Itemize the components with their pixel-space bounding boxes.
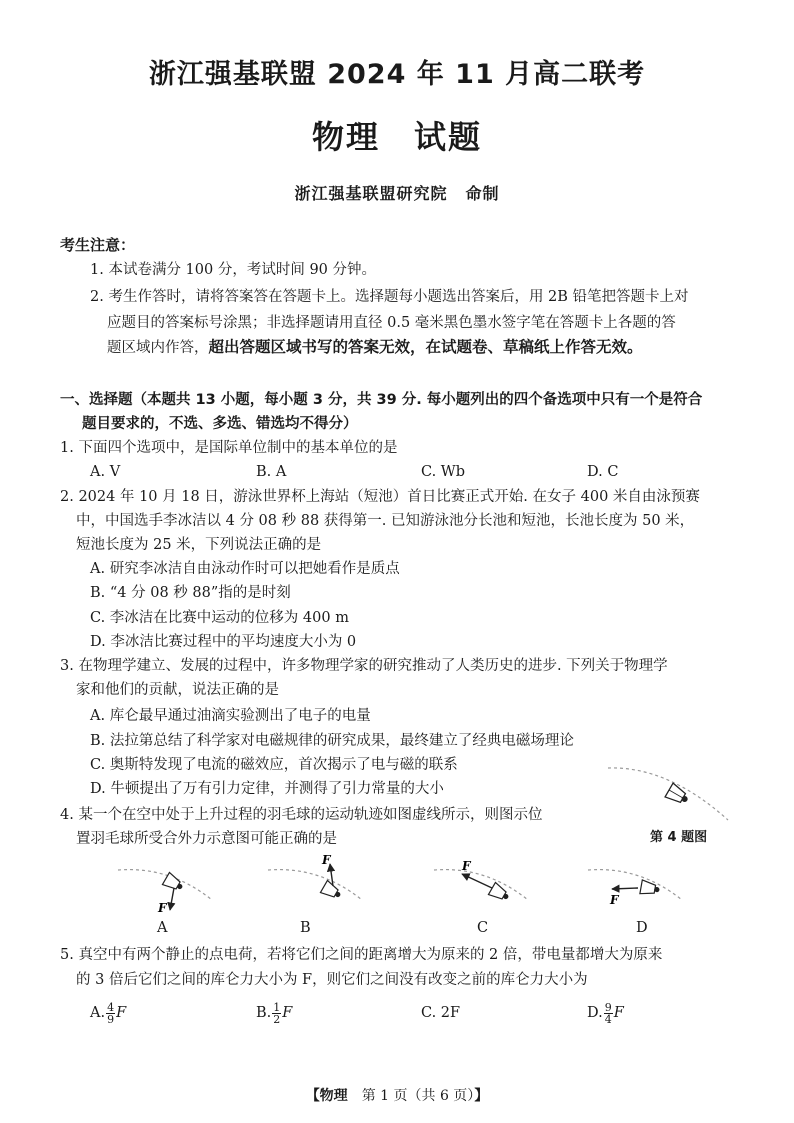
q5-option-b-prefix: B. <box>256 1005 272 1021</box>
shuttlecock-icon <box>665 783 691 807</box>
notice-plain-text: 题区域内作答， <box>107 340 209 356</box>
q5-option-a <box>90 998 126 1028</box>
q5-option-b-variable: F <box>282 1005 293 1021</box>
q3-option-c: C. 奥斯特发现了电流的磁效应，首次揭示了电与磁的联系 <box>90 757 458 773</box>
notice-item-1: 1. 本试卷满分 100 分，考试时间 90 分钟。 <box>90 262 377 278</box>
q5-option-d <box>587 998 624 1028</box>
q1-option-c: C. Wb <box>421 464 465 480</box>
section-heading-line-2: 题目要求的，不选、多选、错选均不得分） <box>82 416 358 432</box>
q5-option-d-variable: F <box>613 1005 624 1021</box>
q3-option-b: B. 法拉第总结了科学家对电磁规律的研究成果，最终建立了经典电磁场理论 <box>90 733 574 749</box>
fraction-numerator: 4 <box>107 1000 115 1014</box>
fraction-numerator: 9 <box>604 1000 612 1014</box>
q3-option-a: A. 库仑最早通过油滴实验测出了电子的电量 <box>90 708 371 724</box>
q3-stem-line-1: 3. 在物理学建立、发展的过程中，许多物理学家的研究推动了人类历史的进步. 下列关于物理学 <box>60 658 668 674</box>
fraction-denominator: 9 <box>107 1012 115 1026</box>
q3-option-d: D. 牛顿提出了万有引力定律，并测得了引力常量的大小 <box>90 781 444 797</box>
q5-option-b <box>256 998 292 1028</box>
footer-subject: 【物理 <box>305 1088 348 1104</box>
q2-option-c: C. 李冰洁在比赛中运动的位移为 400 m <box>90 610 349 626</box>
exam-title: 浙江强基联盟 2024 年 11 月高二联考 <box>148 59 646 90</box>
q5-option-d-prefix: D. <box>587 1005 603 1021</box>
footer-close-bracket: 】 <box>474 1088 489 1104</box>
force-arrow <box>170 888 174 910</box>
subject-title: 物理 试题 <box>311 118 482 156</box>
q4-option-a-diagram <box>118 870 212 915</box>
notice-item-2-line-2: 应题目的答案标号涂黑；非选择题请用直径 0.5 毫米黑色墨水签字笔在答题卡上各题的答 <box>107 315 676 331</box>
q4-stem-line-1: 4. 某一个在空中处于上升过程的羽毛球的运动轨迹如图虚线所示，则图示位 <box>60 807 543 823</box>
q2-stem-line-1: 2. 2024 年 10 月 18 日，游泳世界杯上海站（短池）首日比赛正式开始. 在女子 400 米自由泳预赛 <box>60 489 700 505</box>
q5-option-a-fraction <box>106 1002 115 1025</box>
trajectory-dashed-curve <box>268 870 362 900</box>
notice-item-2-line-1: 2. 考生作答时，请将答案答在答题卡上。选择题每小题选出答案后，用 2B 铅笔把答题卡上对 <box>90 289 689 305</box>
q4-option-c-diagram <box>434 859 528 904</box>
author-line <box>0 181 794 204</box>
q5-option-a-variable: F <box>116 1005 127 1021</box>
q5-option-b-fraction <box>272 1002 281 1025</box>
fraction-numerator: 1 <box>273 1000 281 1014</box>
author-suffix: 命制 <box>465 184 500 203</box>
q4-label-a: A <box>157 920 168 936</box>
q2-stem-line-2: 中，中国选手李冰洁以 4 分 08 秒 88 获得第一. 已知游泳池分长池和短池，长池长度为 50 米， <box>76 513 695 529</box>
q2-stem-line-3: 短池长度为 25 米，下列说法正确的是 <box>76 537 322 553</box>
force-label: F <box>322 853 331 867</box>
q2-option-d: D. 李冰洁比赛过程中的平均速度大小为 0 <box>90 634 357 650</box>
author-name: 浙江强基联盟研究院 <box>294 184 448 203</box>
shuttlecock-icon <box>488 882 511 903</box>
q1-option-a: A. V <box>90 464 121 480</box>
q5-option-d-fraction <box>604 1002 613 1025</box>
notice-item-2-line-3 <box>107 335 643 360</box>
section-heading-line-1: 一、选择题（本题共 13 小题，每小题 3 分，共 39 分. 每小题列出的四个备选项中只有一个是符合 <box>60 392 703 408</box>
q4-reference-figure <box>604 758 732 828</box>
force-arrow <box>462 874 492 888</box>
page-footer <box>0 1085 794 1105</box>
fraction-denominator: 2 <box>273 1012 281 1026</box>
q3-stem-line-2: 家和他们的贡献，说法正确的是 <box>76 682 279 698</box>
shuttlecock-icon <box>640 880 661 897</box>
q4-label-b: B <box>300 920 311 936</box>
force-label: F <box>462 859 471 873</box>
notice-bold-warning: 超出答题区域书写的答案无效，在试题卷、草稿纸上作答无效。 <box>208 338 643 356</box>
q4-label-c: C <box>477 920 489 936</box>
notice-heading: 考生注意： <box>60 236 136 254</box>
trajectory-dashed-curve <box>588 870 682 900</box>
trajectory-dashed-curve <box>434 870 528 900</box>
q2-option-a: A. 研究李冰洁自由泳动作时可以把她看作是质点 <box>90 561 400 577</box>
q4-option-d-diagram <box>588 870 682 907</box>
q5-stem-line-2: 的 3 倍后它们之间的库仑力大小为 F，则它们之间没有改变之前的库仑力大小为 <box>76 972 588 988</box>
q4-stem-line-2: 置羽毛球所受合外力示意图可能正确的是 <box>76 831 337 847</box>
footer-page-number: 第 1 页（共 6 页） <box>361 1088 475 1104</box>
force-arrow <box>612 888 638 889</box>
q1-stem: 1. 下面四个选项中，是国际单位制中的基本单位的是 <box>60 440 398 456</box>
q1-option-b: B. A <box>256 464 287 480</box>
q2-option-b: B. “4 分 08 秒 88”指的是时刻 <box>90 585 291 601</box>
q4-option-b-diagram <box>268 853 362 902</box>
q4-label-d: D <box>636 920 648 936</box>
q5-option-a-prefix: A. <box>90 1005 106 1021</box>
q4-figure-caption: 第 4 题图 <box>650 830 708 845</box>
q5-option-c: C. 2F <box>421 1005 461 1021</box>
fraction-denominator: 4 <box>604 1012 612 1026</box>
force-label: F <box>158 901 167 915</box>
force-label: F <box>610 893 619 907</box>
q5-stem-line-1: 5. 真空中有两个静止的点电荷，若将它们之间的距离增大为原来的 2 倍，带电量都增大为原来 <box>60 947 663 963</box>
q1-option-d: D. C <box>587 464 619 480</box>
q4-options-figure <box>100 852 700 934</box>
